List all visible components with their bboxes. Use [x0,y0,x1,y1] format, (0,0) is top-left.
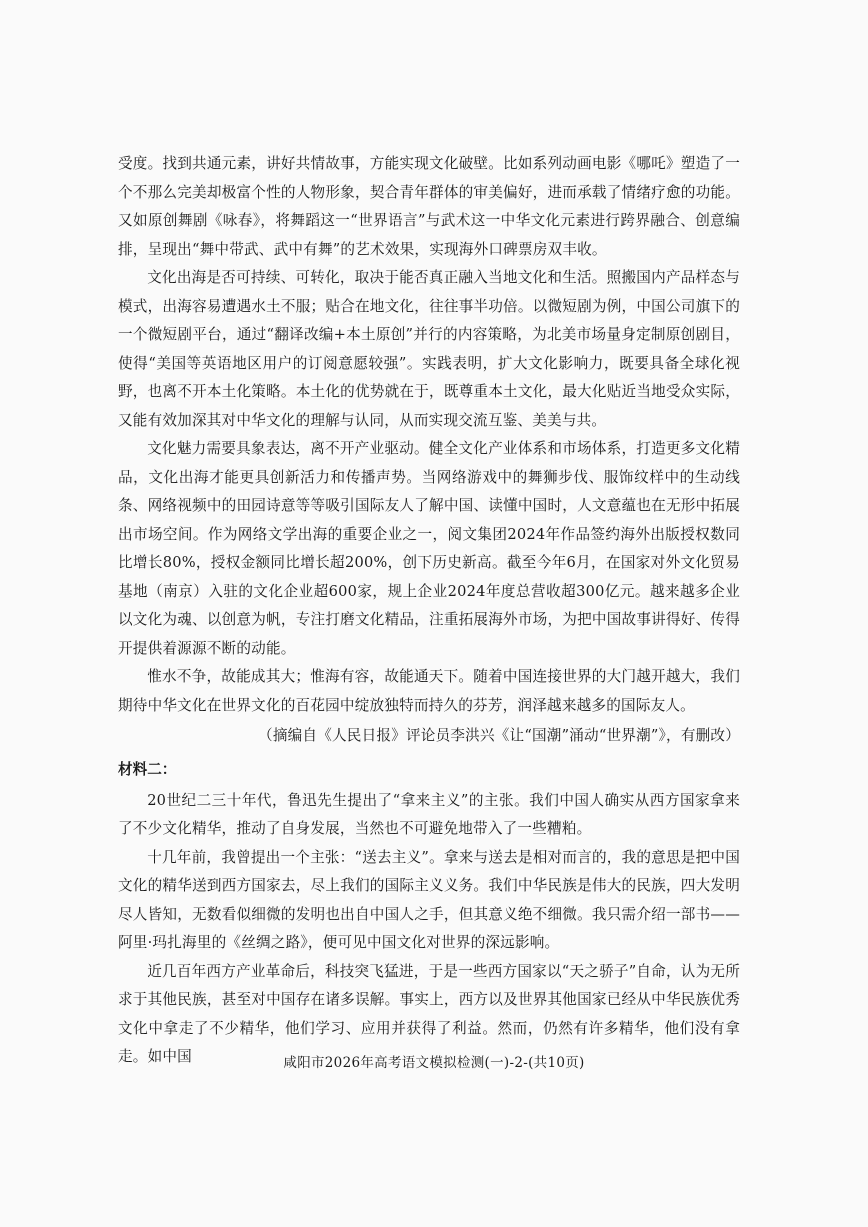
paragraph: 20世纪二三十年代，鲁迅先生提出了“拿来主义”的主张。我们中国人确实从西方国家拿来了不少文化精华，推动了自身发展，当然也不可避免地带入了一些糟粕。 [118,791,740,837]
paragraph: 惟水不争，故能成其大；惟海有容，故能通天下。随着中国连接世界的大门越开越大，我们期待中华文化在世界文化的百花园中绽放独特而持久的芬芳，润泽越来越多的国际友人。 [118,668,740,714]
paragraph: 十几年前，我曾提出一个主张：“送去主义”。拿来与送去是相对而言的，我的意思是把中国文化的精华送到西方国家去，尽上我们的国际主义义务。我们中华民族是伟大的民族，四大发明尽人皆知，无数看似细微的发明也出自中国人之手，但其意义绝不细微。我只需介绍一部书——阿里·玛扎海里的《丝绸之路》，便可见中国文化对世界的深远影响。 [118,848,740,951]
source-citation: （摘编自《人民日报》评论员李洪兴《让“国潮”涌动“世界潮”》，有删改） [258,727,740,744]
paragraph: 近几百年西方产业革命后，科技突飞猛进，于是一些西方国家以“天之骄子”自命，认为无所求于其他民族，甚至对中国存在诸多误解。事实上，西方以及世界其他国家已经从中华民族优秀文化中拿走了不少精华，他们学习、应用并获得了利益。然而，仍然有许多精华，他们没有拿走。如中国 [118,962,740,1065]
paragraph: 受度。找到共通元素，讲好共情故事，方能实现文化破壁。比如系列动画电影《哪吒》塑造了一个不那么完美却极富个性的人物形象，契合青年群体的审美偏好，进而承载了情绪疗愈的功能。又如原创舞剧《咏春》，将舞蹈这一“世界语言”与武术这一中华文化元素进行跨界融合、创意编排，呈现出“舞中带武、武中有舞”的艺术效果，实现海外口碑票房双丰收。 [118,155,740,258]
paragraph: 文化出海是否可持续、可转化，取决于能否真正融入当地文化和生活。照搬国内产品样态与模式，出海容易遭遇水土不服；贴合在地文化，往往事半功倍。以微短剧为例，中国公司旗下的一个微短剧平台，通过“翻译改编+本土原创”并行的内容策略，为北美市场量身定制原创剧目，使得“美国等英语地区用户的订阅意愿较强”。实践表明，扩大文化影响力，既要具备全球化视野，也离不开本土化策略。本土化的优势就在于，既尊重本土文化，最大化贴近当地受众实际，又能有效加深其对中华文化的理解与认同，从而实现交流互鉴、美美与共。 [118,269,740,429]
section-label-material-2: 材料二： [118,760,177,778]
page-content [118,150,740,1072]
page-footer: 咸阳市2026年高考语文模拟检测(一)-2-(共10页) [283,1055,585,1071]
paragraph: 文化魅力需要具象表达，离不开产业驱动。健全文化产业体系和市场体系，打造更多文化精品，文化出海才能更具创新活力和传播声势。当网络游戏中的舞狮步伐、服饰纹样中的生动线条、网络视频中的田园诗意等等吸引国际友人了解中国、读懂中国时，人文意蕴也在无形中拓展出市场空间。作为网络文学出海的重要企业之一，阅文集团2024年作品签约海外出版授权数同比增长80%，授权金额同比增长超200%，创下历史新高。截至今年6月，在国家对外文化贸易基地（南京）入驻的文化企业超600家，规上企业2024年度总营收超300亿元。越来越多企业以文化为魂、以创意为帆，专注打磨文化精品，注重拓展海外市场，为把中国故事讲得好、传得开提供着源源不断的动能。 [118,440,740,657]
